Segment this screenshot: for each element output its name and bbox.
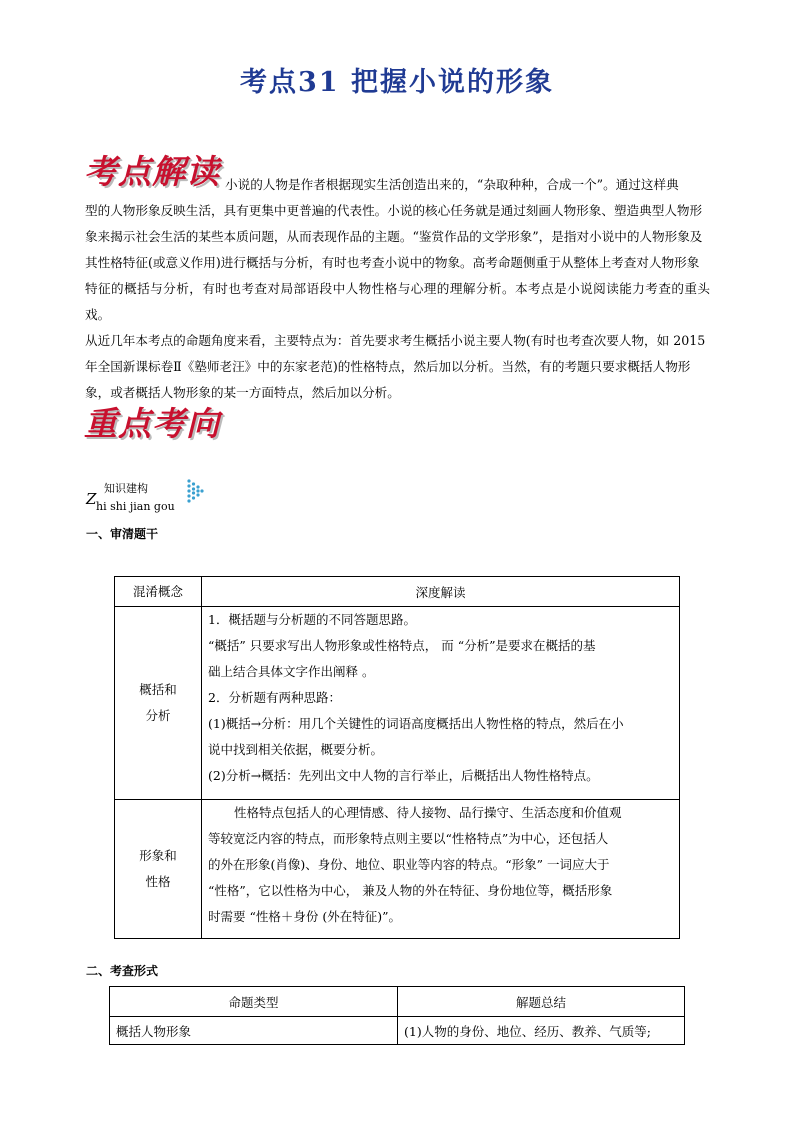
intro-line: 特征的概括与分析，有时也考查对局部语段中人物性格与心理的理解分析。本考点是小说阅读能力考查的重头戏。 bbox=[85, 281, 710, 322]
banner-kaodian-jiedu: 考点解读 bbox=[84, 152, 220, 191]
intro-line: 年全国新课标卷Ⅱ《塾师老汪》中的东家老范)的性格特点，然后加以分析。当然，有的考题只要求概括人物形 bbox=[85, 359, 691, 374]
banner-zhongdian-kaoxiang: 重点考向 bbox=[84, 404, 220, 443]
table-header-row bbox=[110, 987, 685, 1017]
knowledge-title: 知识建构 bbox=[104, 482, 148, 495]
table-row bbox=[115, 607, 680, 800]
intro-line: 小说的人物是作者根据现实生活创造出来的，“杂取种种，合成一个”。通过这样典 bbox=[225, 177, 679, 192]
table-header: 解题总结 bbox=[398, 987, 685, 1017]
question-type-table bbox=[109, 986, 685, 1045]
intro-line: 型的人物形象反映生活，具有更集中更普遍的代表性。小说的核心任务就是通过刻画人物形象、塑造典型人物形 bbox=[85, 203, 703, 218]
table-row bbox=[115, 800, 680, 939]
table-header: 命题类型 bbox=[110, 987, 398, 1017]
concept-cell: 形象和 性格 bbox=[115, 800, 202, 939]
intro-line: 象，或者概括人物形象的某一方面特点，然后加以分析。 bbox=[85, 385, 400, 400]
page-title: 考点31 把握小说的形象 bbox=[240, 67, 554, 98]
explanation-cell: 性格特点包括人的心理情感、待人接物、品行操守、生活态度和价值观 等较宽泛内容的特点，而形象特点则主要以“性格特点”为中心，还包括人 的外在形象(肖像)、身份、地位、职业等内容的特点。“形象” 一词应大于 “性格”，它以性格为中心， 兼及人物的外在特征、身份地位等，概括形象 时需要 “性格＋身份 (外在特征)”。 bbox=[202, 800, 680, 939]
concept-cell: 概括和 分析 bbox=[115, 607, 202, 800]
intro-line: 象来揭示社会生活的某些本质问题，从而表现作品的主题。“鉴赏作品的文学形象”，是指对小说中的人物形象及 bbox=[85, 229, 703, 244]
section-heading-2: 二、考查形式 bbox=[86, 964, 159, 978]
table-header: 深度解读 bbox=[202, 577, 680, 607]
section-heading-1: 一、审清题干 bbox=[86, 527, 159, 541]
intro-line: 从近几年本考点的命题角度来看，主要特点为：首先要求考生概括小说主要人物(有时也考查次要人物，如 2015 bbox=[85, 333, 706, 348]
knowledge-badge bbox=[86, 478, 226, 518]
table-row bbox=[110, 1017, 685, 1045]
knowledge-pinyin: hi shi jian gou bbox=[96, 500, 175, 513]
table-cell: (1)人物的身份、地位、经历、教养、气质等; bbox=[398, 1017, 685, 1045]
knowledge-z: Z bbox=[86, 490, 97, 508]
table-header-row bbox=[115, 577, 680, 607]
chevron-arrows-icon bbox=[186, 478, 204, 504]
table-cell: 概括人物形象 bbox=[110, 1017, 398, 1045]
explanation-cell: 1．概括题与分析题的不同答题思路。 “概括” 只要求写出人物形象或性格特点， 而 “分析”是要求在概括的基 础上结合具体文字作出阐释 。 2．分析题有两种思路： (1)概括→分析：用几个关键性的词语高度概括出人物性格的特点，然后在小 说中找到相关依据，概要分析。 (2)分析→概括：先列出文中人物的言行举止，后概括出人物性格特点。 bbox=[202, 607, 680, 800]
intro-line: 其性格特征(或意义作用)进行概括与分析，有时也考查小说中的物象。高考命题侧重于从整体上考查对人物形象 bbox=[85, 255, 700, 270]
concept-table bbox=[114, 576, 680, 939]
table-header: 混淆概念 bbox=[115, 577, 202, 607]
intro-paragraph bbox=[85, 172, 710, 406]
